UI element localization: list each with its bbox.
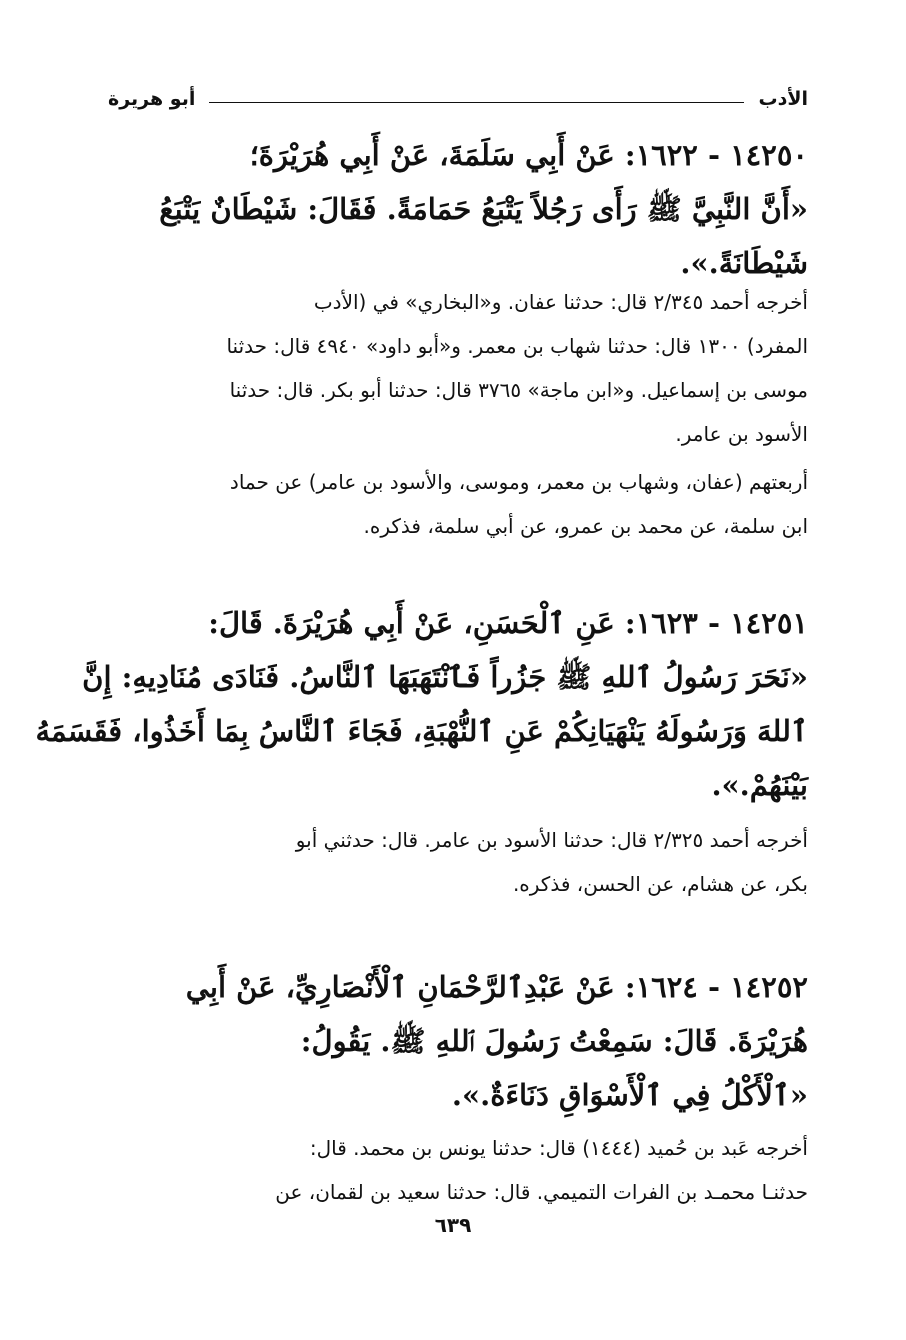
takhrij-line: الأسود بن عامر. bbox=[675, 422, 808, 446]
takhrij-line: ابن سلمة، عن محمد بن عمرو، عن أبي سلمة، فذكره. bbox=[363, 514, 808, 538]
takhrij-line: أربعتهم (عفان، وشهاب بن معمر، وموسى، والأسود بن عامر) عن حماد bbox=[229, 470, 808, 494]
hadith-line: شَيْطَانَةً.». bbox=[680, 246, 808, 280]
takhrij-14250-b bbox=[108, 460, 808, 548]
hadith-14250 bbox=[108, 128, 808, 290]
hadith-line: ١٤٢٥٢ - ١٦٢٤: عَنْ عَبْدِٱلرَّحْمَانِ ٱلْأَنْصَارِيِّ، عَنْ أَبِي bbox=[185, 970, 808, 1004]
hadith-line: ٱللهَ وَرَسُولَهُ يَنْهَيَانِكُمْ عَنِ ٱلنُّهْبَةِ، فَجَاءَ ٱلنَّاسُ بِمَا أَخَذُوا، فَقَسَمَهُ bbox=[35, 714, 808, 748]
page-number: ٦٣٩ bbox=[434, 1213, 472, 1237]
takhrij-line: أخرجه عَبد بن حُميد (١٤٤٤) قال: حدثنا يونس بن محمد. قال: bbox=[309, 1136, 808, 1160]
takhrij-14251 bbox=[108, 818, 808, 906]
takhrij-line: المفرد) ١٣٠٠ قال: حدثنا شهاب بن معمر. و«أبو داود» ٤٩٤٠ قال: حدثنا bbox=[226, 334, 808, 358]
takhrij-14250-a bbox=[108, 280, 808, 456]
hadith-14252 bbox=[108, 960, 808, 1122]
hadith-line: «ٱلْأَكْلُ فِي ٱلْأَسْوَاقِ دَنَاءَةٌ.». bbox=[451, 1078, 808, 1112]
section-title: أبو هريرة bbox=[108, 88, 196, 110]
takhrij-line: بكر، عن هشام، عن الحسن، فذكره. bbox=[512, 872, 808, 896]
hadith-line: «أَنَّ النَّبِيَّ ﷺ رَأَى رَجُلاً يَتْبَعُ حَمَامَةً. فَقَالَ: شَيْطَانٌ يَتْبَعُ bbox=[159, 192, 808, 226]
takhrij-line: موسى بن إسماعيل. و«ابن ماجة» ٣٧٦٥ قال: حدثنا أبو بكر. قال: حدثنا bbox=[229, 378, 808, 402]
header-rule bbox=[209, 102, 744, 103]
running-header bbox=[108, 84, 808, 114]
takhrij-line: أخرجه أحمد ٢/٣٤٥ قال: حدثنا عفان. و«البخاري» في (الأدب bbox=[313, 290, 808, 314]
chapter-title: الأدب bbox=[758, 88, 808, 110]
takhrij-line: حدثنـا محمـد بن الفرات التميمي. قال: حدثنا سعيد بن لقمان، عن bbox=[275, 1180, 808, 1204]
takhrij-line: أخرجه أحمد ٢/٣٢٥ قال: حدثنا الأسود بن عامر. قال: حدثني أبو bbox=[295, 828, 808, 852]
hadith-line: ١٤٢٥٠ - ١٦٢٢: عَنْ أَبِي سَلَمَةَ، عَنْ أَبِي هُرَيْرَةَ؛ bbox=[249, 138, 808, 172]
hadith-14251 bbox=[35, 596, 808, 812]
hadith-line: ١٤٢٥١ - ١٦٢٣: عَنِ ٱلْحَسَنِ، عَنْ أَبِي هُرَيْرَةَ. قَالَ: bbox=[208, 606, 808, 640]
hadith-line: بَيْنَهُمْ.». bbox=[711, 768, 808, 802]
hadith-line: هُرَيْرَةَ. قَالَ: سَمِعْتُ رَسُولَ ٱللهِ ﷺ. يَقُولُ: bbox=[300, 1024, 808, 1058]
takhrij-14252 bbox=[108, 1126, 808, 1214]
hadith-line: «نَحَرَ رَسُولُ ٱللهِ ﷺ جَزُراً فَٱنْتَهَبَهَا ٱلنَّاسُ. فَنَادَى مُنَادِيهِ: إِنَّ bbox=[82, 660, 808, 694]
